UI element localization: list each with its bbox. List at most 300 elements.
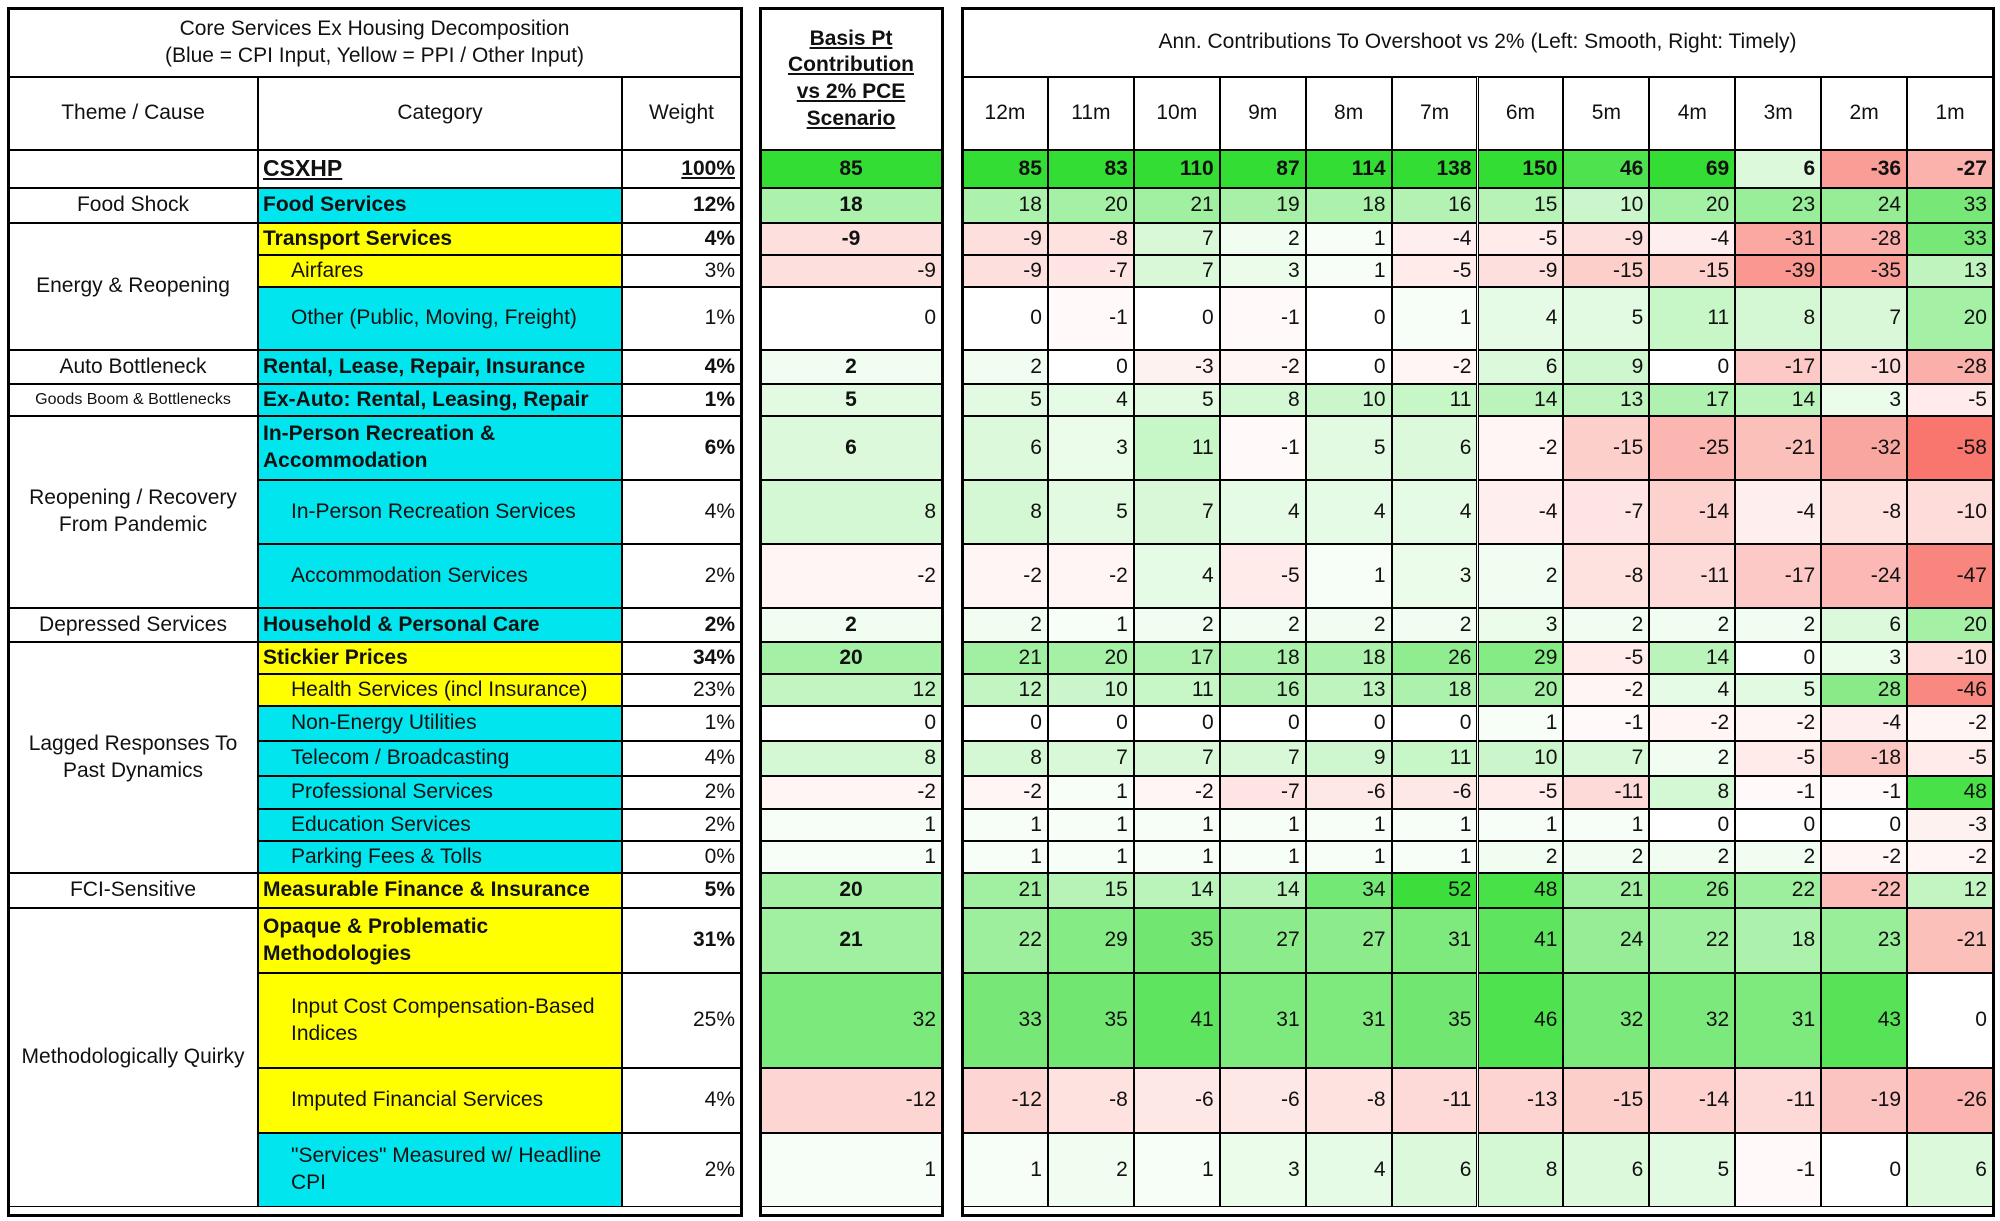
title-line-1: Core Services Ex Housing Decomposition — [179, 16, 570, 40]
value-cell-11m: -8 — [1048, 223, 1134, 255]
value-cell-9m: 16 — [1220, 674, 1306, 706]
value-cell-1m: -2 — [1907, 706, 1993, 741]
value-cell-1m: -3 — [1907, 809, 1993, 841]
weight-cell: 1% — [622, 706, 741, 741]
theme-cell: Lagged Responses To Past Dynamics — [8, 642, 258, 873]
value-cell-1m: 20 — [1907, 287, 1993, 350]
value-cell-10m: 1 — [1134, 809, 1220, 841]
value-cell-10m: 0 — [1134, 287, 1220, 350]
value-cell-6m: -4 — [1478, 480, 1564, 544]
value-cell-3m: -1 — [1735, 1133, 1821, 1207]
value-cell-9m: 0 — [1220, 706, 1306, 741]
weight-cell: 4% — [622, 480, 741, 544]
header-bp-line-2: Contribution — [788, 53, 914, 77]
value-cell-5m: -15 — [1563, 255, 1649, 287]
value-cell-4m: 17 — [1649, 384, 1735, 416]
value-cell-2m: -32 — [1821, 416, 1907, 480]
value-cell-9m: 3 — [1220, 1133, 1306, 1207]
value-cell-5m: 21 — [1563, 873, 1649, 908]
category-non-energy-utilities: Non-Energy Utilities — [258, 706, 622, 741]
value-cell-3m: 2 — [1735, 841, 1821, 873]
bp-contribution-cell: 18 — [760, 188, 942, 223]
value-cell-8m: 9 — [1306, 741, 1392, 776]
value-cell-1m: 33 — [1907, 188, 1993, 223]
value-cell-3m: -21 — [1735, 416, 1821, 480]
value-cell-5m: -15 — [1563, 416, 1649, 480]
category-transport-services: Transport Services — [258, 223, 622, 255]
bp-contribution-cell: 2 — [760, 608, 942, 642]
value-cell-4m: 2 — [1649, 608, 1735, 642]
value-cell-11m: 0 — [1048, 706, 1134, 741]
value-cell-3m: -39 — [1735, 255, 1821, 287]
value-cell-9m: -1 — [1220, 287, 1306, 350]
value-cell-12m: 18 — [962, 188, 1048, 223]
bp-contribution-cell: 20 — [760, 873, 942, 908]
value-cell-3m: -17 — [1735, 350, 1821, 384]
category-household-personal-care: Household & Personal Care — [258, 608, 622, 642]
header-category: Category — [258, 77, 622, 150]
weight-cell: 4% — [622, 350, 741, 384]
weight-cell: 6% — [622, 416, 741, 480]
category-services-measured-w-headline-cpi: "Services" Measured w/ Headline CPI — [258, 1133, 622, 1207]
value-cell-7m: -2 — [1392, 350, 1478, 384]
value-cell-7m: 16 — [1392, 188, 1478, 223]
header-bp-line-3: vs 2% PCE — [796, 80, 906, 103]
value-cell-12m: 21 — [962, 873, 1048, 908]
weight-cell: 4% — [622, 223, 741, 255]
weight-cell: 2% — [622, 776, 741, 809]
value-cell-2m: -36 — [1821, 150, 1907, 188]
value-cell-9m: -1 — [1220, 416, 1306, 480]
value-cell-6m: 8 — [1478, 1133, 1564, 1207]
value-cell-4m: -14 — [1649, 480, 1735, 544]
value-cell-8m: 1 — [1306, 809, 1392, 841]
value-cell-7m: 2 — [1392, 608, 1478, 642]
value-cell-1m: -10 — [1907, 642, 1993, 674]
value-cell-5m: -15 — [1563, 1068, 1649, 1133]
value-cell-4m: -11 — [1649, 544, 1735, 608]
value-cell-4m: 22 — [1649, 908, 1735, 973]
value-cell-8m: 27 — [1306, 908, 1392, 973]
theme-cell: Goods Boom & Bottlenecks — [8, 384, 258, 416]
value-cell-9m: 2 — [1220, 608, 1306, 642]
value-cell-6m: 15 — [1478, 188, 1564, 223]
value-cell-5m: -5 — [1563, 642, 1649, 674]
bp-contribution-cell: 0 — [760, 706, 942, 741]
value-cell-11m: 4 — [1048, 384, 1134, 416]
value-cell-11m: 1 — [1048, 776, 1134, 809]
value-cell-5m: 5 — [1563, 287, 1649, 350]
value-cell-11m: 1 — [1048, 841, 1134, 873]
category-ex-auto-rental-leasing-repair: Ex-Auto: Rental, Leasing, Repair — [258, 384, 622, 416]
value-cell-3m: 8 — [1735, 287, 1821, 350]
value-cell-3m: 0 — [1735, 642, 1821, 674]
bp-contribution-cell: 85 — [760, 150, 942, 188]
value-cell-5m: 9 — [1563, 350, 1649, 384]
period-header-2m: 2m — [1821, 77, 1907, 150]
value-cell-1m: -46 — [1907, 674, 1993, 706]
value-cell-5m: 1 — [1563, 809, 1649, 841]
value-cell-2m: -2 — [1821, 841, 1907, 873]
bp-contribution-cell: 6 — [760, 416, 942, 480]
value-cell-3m: 14 — [1735, 384, 1821, 416]
value-cell-5m: -11 — [1563, 776, 1649, 809]
value-cell-8m: 1 — [1306, 841, 1392, 873]
category-in-person-recreation-accommodation: In-Person Recreation & Accommodation — [258, 416, 622, 480]
period-header-3m: 3m — [1735, 77, 1821, 150]
value-cell-1m: -28 — [1907, 350, 1993, 384]
value-cell-5m: -1 — [1563, 706, 1649, 741]
category-professional-services: Professional Services — [258, 776, 622, 809]
value-cell-8m: 114 — [1306, 150, 1392, 188]
weight-cell: 2% — [622, 544, 741, 608]
value-cell-1m: -2 — [1907, 841, 1993, 873]
value-cell-8m: 2 — [1306, 608, 1392, 642]
value-cell-11m: 0 — [1048, 350, 1134, 384]
period-header-5m: 5m — [1563, 77, 1649, 150]
period-header-1m: 1m — [1907, 77, 1993, 150]
value-cell-4m: 20 — [1649, 188, 1735, 223]
value-cell-12m: 2 — [962, 608, 1048, 642]
value-cell-1m: -21 — [1907, 908, 1993, 973]
value-cell-12m: 8 — [962, 480, 1048, 544]
theme-cell: Energy & Reopening — [8, 223, 258, 350]
value-cell-2m: -24 — [1821, 544, 1907, 608]
value-cell-10m: 14 — [1134, 873, 1220, 908]
value-cell-11m: 10 — [1048, 674, 1134, 706]
value-cell-2m: 6 — [1821, 608, 1907, 642]
value-cell-8m: 5 — [1306, 416, 1392, 480]
value-cell-10m: 41 — [1134, 973, 1220, 1068]
value-cell-12m: -9 — [962, 255, 1048, 287]
value-cell-7m: 6 — [1392, 416, 1478, 480]
theme-cell: Food Shock — [8, 188, 258, 223]
value-cell-9m: 87 — [1220, 150, 1306, 188]
value-cell-9m: -5 — [1220, 544, 1306, 608]
bp-contribution-cell: 21 — [760, 908, 942, 973]
value-cell-9m: 4 — [1220, 480, 1306, 544]
value-cell-2m: -22 — [1821, 873, 1907, 908]
weight-cell: 25% — [622, 973, 741, 1068]
category-imputed-financial-services: Imputed Financial Services — [258, 1068, 622, 1133]
header-bp-line-4: Scenario — [806, 106, 896, 130]
value-cell-4m: -4 — [1649, 223, 1735, 255]
value-cell-11m: 1 — [1048, 809, 1134, 841]
value-cell-6m: -5 — [1478, 223, 1564, 255]
weight-cell: 100% — [622, 150, 741, 188]
value-cell-8m: 4 — [1306, 480, 1392, 544]
theme-cell: Auto Bottleneck — [8, 350, 258, 384]
value-cell-6m: 29 — [1478, 642, 1564, 674]
bp-contribution-cell: -12 — [760, 1068, 942, 1133]
value-cell-6m: -13 — [1478, 1068, 1564, 1133]
value-cell-11m: 83 — [1048, 150, 1134, 188]
value-cell-3m: 18 — [1735, 908, 1821, 973]
value-cell-10m: 7 — [1134, 255, 1220, 287]
table-title — [8, 8, 741, 77]
bp-contribution-cell: 8 — [760, 480, 942, 544]
value-cell-3m: -31 — [1735, 223, 1821, 255]
bp-contribution-cell: 2 — [760, 350, 942, 384]
bp-contribution-cell: -2 — [760, 544, 942, 608]
value-cell-4m: 0 — [1649, 350, 1735, 384]
value-cell-1m: 48 — [1907, 776, 1993, 809]
bp-contribution-cell: 32 — [760, 973, 942, 1068]
value-cell-4m: -14 — [1649, 1068, 1735, 1133]
value-cell-4m: 14 — [1649, 642, 1735, 674]
bp-contribution-cell: -9 — [760, 223, 942, 255]
value-cell-7m: -5 — [1392, 255, 1478, 287]
header-theme: Theme / Cause — [8, 77, 258, 150]
value-cell-8m: 1 — [1306, 223, 1392, 255]
category-accommodation-services: Accommodation Services — [258, 544, 622, 608]
value-cell-2m: 0 — [1821, 809, 1907, 841]
value-cell-10m: 0 — [1134, 706, 1220, 741]
value-cell-3m: -17 — [1735, 544, 1821, 608]
value-cell-6m: 3 — [1478, 608, 1564, 642]
value-cell-2m: -35 — [1821, 255, 1907, 287]
value-cell-2m: -18 — [1821, 741, 1907, 776]
value-cell-5m: 10 — [1563, 188, 1649, 223]
value-cell-5m: 2 — [1563, 841, 1649, 873]
value-cell-6m: -9 — [1478, 255, 1564, 287]
value-cell-8m: 34 — [1306, 873, 1392, 908]
weight-cell: 2% — [622, 809, 741, 841]
category-in-person-recreation-services: In-Person Recreation Services — [258, 480, 622, 544]
value-cell-3m: 5 — [1735, 674, 1821, 706]
value-cell-6m: -2 — [1478, 416, 1564, 480]
value-cell-3m: -5 — [1735, 741, 1821, 776]
period-header-12m: 12m — [962, 77, 1048, 150]
value-cell-8m: -8 — [1306, 1068, 1392, 1133]
value-cell-11m: -8 — [1048, 1068, 1134, 1133]
value-cell-12m: 6 — [962, 416, 1048, 480]
value-cell-2m: 28 — [1821, 674, 1907, 706]
category-parking-fees-tolls: Parking Fees & Tolls — [258, 841, 622, 873]
value-cell-2m: 43 — [1821, 973, 1907, 1068]
value-cell-9m: 8 — [1220, 384, 1306, 416]
period-header-4m: 4m — [1649, 77, 1735, 150]
value-cell-10m: 17 — [1134, 642, 1220, 674]
period-header-8m: 8m — [1306, 77, 1392, 150]
value-cell-11m: 15 — [1048, 873, 1134, 908]
value-cell-2m: -10 — [1821, 350, 1907, 384]
value-cell-11m: 3 — [1048, 416, 1134, 480]
value-cell-10m: 7 — [1134, 223, 1220, 255]
value-cell-9m: 19 — [1220, 188, 1306, 223]
value-cell-5m: 2 — [1563, 608, 1649, 642]
weight-cell: 12% — [622, 188, 741, 223]
value-cell-2m: 3 — [1821, 642, 1907, 674]
value-cell-8m: 4 — [1306, 1133, 1392, 1207]
value-cell-11m: 35 — [1048, 973, 1134, 1068]
value-cell-9m: 14 — [1220, 873, 1306, 908]
category-measurable-finance-insurance: Measurable Finance & Insurance — [258, 873, 622, 908]
value-cell-8m: 0 — [1306, 350, 1392, 384]
theme-cell: Methodologically Quirky — [8, 908, 258, 1207]
value-cell-10m: 11 — [1134, 674, 1220, 706]
value-cell-12m: 21 — [962, 642, 1048, 674]
value-cell-4m: 26 — [1649, 873, 1735, 908]
category-stickier-prices: Stickier Prices — [258, 642, 622, 674]
value-cell-10m: 21 — [1134, 188, 1220, 223]
value-cell-12m: 22 — [962, 908, 1048, 973]
value-cell-3m: -2 — [1735, 706, 1821, 741]
value-cell-7m: 35 — [1392, 973, 1478, 1068]
value-cell-6m: 48 — [1478, 873, 1564, 908]
value-cell-4m: -15 — [1649, 255, 1735, 287]
value-cell-5m: 13 — [1563, 384, 1649, 416]
value-cell-6m: 2 — [1478, 544, 1564, 608]
header-bp-contribution — [760, 8, 942, 150]
value-cell-7m: 4 — [1392, 480, 1478, 544]
value-cell-7m: 18 — [1392, 674, 1478, 706]
value-cell-1m: 12 — [1907, 873, 1993, 908]
weight-cell: 4% — [622, 741, 741, 776]
weight-cell: 5% — [622, 873, 741, 908]
value-cell-12m: 1 — [962, 1133, 1048, 1207]
value-cell-4m: 69 — [1649, 150, 1735, 188]
weight-cell: 4% — [622, 1068, 741, 1133]
value-cell-10m: 5 — [1134, 384, 1220, 416]
value-cell-11m: -7 — [1048, 255, 1134, 287]
value-cell-10m: -2 — [1134, 776, 1220, 809]
value-cell-1m: -10 — [1907, 480, 1993, 544]
value-cell-1m: 6 — [1907, 1133, 1993, 1207]
value-cell-1m: -5 — [1907, 741, 1993, 776]
weight-cell: 2% — [622, 1133, 741, 1207]
value-cell-2m: 0 — [1821, 1133, 1907, 1207]
value-cell-6m: 10 — [1478, 741, 1564, 776]
theme-cell — [8, 150, 258, 188]
category-airfares: Airfares — [258, 255, 622, 287]
value-cell-3m: -11 — [1735, 1068, 1821, 1133]
value-cell-3m: 22 — [1735, 873, 1821, 908]
value-cell-8m: 1 — [1306, 255, 1392, 287]
value-cell-12m: 8 — [962, 741, 1048, 776]
value-cell-12m: 1 — [962, 809, 1048, 841]
value-cell-10m: 110 — [1134, 150, 1220, 188]
bp-contribution-cell: -2 — [760, 776, 942, 809]
period-header-11m: 11m — [1048, 77, 1134, 150]
value-cell-7m: 138 — [1392, 150, 1478, 188]
value-cell-5m: 24 — [1563, 908, 1649, 973]
value-cell-5m: 32 — [1563, 973, 1649, 1068]
value-cell-7m: -11 — [1392, 1068, 1478, 1133]
value-cell-9m: 1 — [1220, 809, 1306, 841]
value-cell-10m: 7 — [1134, 741, 1220, 776]
weight-cell: 34% — [622, 642, 741, 674]
value-cell-11m: 20 — [1048, 642, 1134, 674]
value-cell-6m: 6 — [1478, 350, 1564, 384]
value-cell-6m: 4 — [1478, 287, 1564, 350]
value-cell-2m: 7 — [1821, 287, 1907, 350]
value-cell-4m: -2 — [1649, 706, 1735, 741]
value-cell-9m: 2 — [1220, 223, 1306, 255]
value-cell-6m: 1 — [1478, 706, 1564, 741]
value-cell-1m: -26 — [1907, 1068, 1993, 1133]
value-cell-5m: -2 — [1563, 674, 1649, 706]
bp-contribution-cell: -9 — [760, 255, 942, 287]
value-cell-4m: 8 — [1649, 776, 1735, 809]
category-food-services: Food Services — [258, 188, 622, 223]
value-cell-9m: 31 — [1220, 973, 1306, 1068]
value-cell-11m: 1 — [1048, 608, 1134, 642]
value-cell-10m: -6 — [1134, 1068, 1220, 1133]
value-cell-10m: 7 — [1134, 480, 1220, 544]
theme-cell: Reopening / Recovery From Pandemic — [8, 416, 258, 608]
value-cell-2m: 24 — [1821, 188, 1907, 223]
weight-cell: 0% — [622, 841, 741, 873]
value-cell-9m: 18 — [1220, 642, 1306, 674]
category-opaque-problematic-methodologies: Opaque & Problematic Methodologies — [258, 908, 622, 973]
value-cell-6m: 20 — [1478, 674, 1564, 706]
value-cell-9m: 27 — [1220, 908, 1306, 973]
value-cell-8m: 0 — [1306, 287, 1392, 350]
value-cell-7m: 0 — [1392, 706, 1478, 741]
value-cell-1m: 13 — [1907, 255, 1993, 287]
value-cell-4m: 2 — [1649, 741, 1735, 776]
value-cell-2m: -19 — [1821, 1068, 1907, 1133]
value-cell-4m: 4 — [1649, 674, 1735, 706]
weight-cell: 1% — [622, 287, 741, 350]
weight-cell: 1% — [622, 384, 741, 416]
value-cell-2m: -1 — [1821, 776, 1907, 809]
value-cell-9m: 1 — [1220, 841, 1306, 873]
value-cell-12m: -9 — [962, 223, 1048, 255]
value-cell-12m: -2 — [962, 776, 1048, 809]
value-cell-8m: 1 — [1306, 544, 1392, 608]
value-cell-12m: 5 — [962, 384, 1048, 416]
weight-cell: 3% — [622, 255, 741, 287]
value-cell-9m: -6 — [1220, 1068, 1306, 1133]
value-cell-3m: 23 — [1735, 188, 1821, 223]
value-cell-9m: 3 — [1220, 255, 1306, 287]
value-cell-5m: -7 — [1563, 480, 1649, 544]
value-cell-2m: 3 — [1821, 384, 1907, 416]
period-header-6m: 6m — [1478, 77, 1564, 150]
value-cell-1m: -47 — [1907, 544, 1993, 608]
value-cell-2m: -28 — [1821, 223, 1907, 255]
value-cell-11m: 2 — [1048, 1133, 1134, 1207]
value-cell-12m: 0 — [962, 287, 1048, 350]
value-cell-6m: -5 — [1478, 776, 1564, 809]
theme-cell: Depressed Services — [8, 608, 258, 642]
value-cell-11m: -1 — [1048, 287, 1134, 350]
value-cell-6m: 46 — [1478, 973, 1564, 1068]
value-cell-5m: 46 — [1563, 150, 1649, 188]
bp-contribution-cell: 5 — [760, 384, 942, 416]
value-cell-12m: 2 — [962, 350, 1048, 384]
value-cell-11m: 7 — [1048, 741, 1134, 776]
value-cell-1m: -5 — [1907, 384, 1993, 416]
value-cell-7m: -4 — [1392, 223, 1478, 255]
value-cell-9m: -7 — [1220, 776, 1306, 809]
value-cell-7m: 26 — [1392, 642, 1478, 674]
bp-contribution-cell: 1 — [760, 809, 942, 841]
value-cell-11m: 29 — [1048, 908, 1134, 973]
value-cell-12m: 0 — [962, 706, 1048, 741]
value-cell-3m: -4 — [1735, 480, 1821, 544]
value-cell-4m: 0 — [1649, 809, 1735, 841]
value-cell-1m: 0 — [1907, 973, 1993, 1068]
value-cell-7m: 3 — [1392, 544, 1478, 608]
bp-contribution-cell: 12 — [760, 674, 942, 706]
value-cell-10m: 1 — [1134, 1133, 1220, 1207]
value-cell-5m: -9 — [1563, 223, 1649, 255]
value-cell-5m: -8 — [1563, 544, 1649, 608]
value-cell-6m: 1 — [1478, 809, 1564, 841]
